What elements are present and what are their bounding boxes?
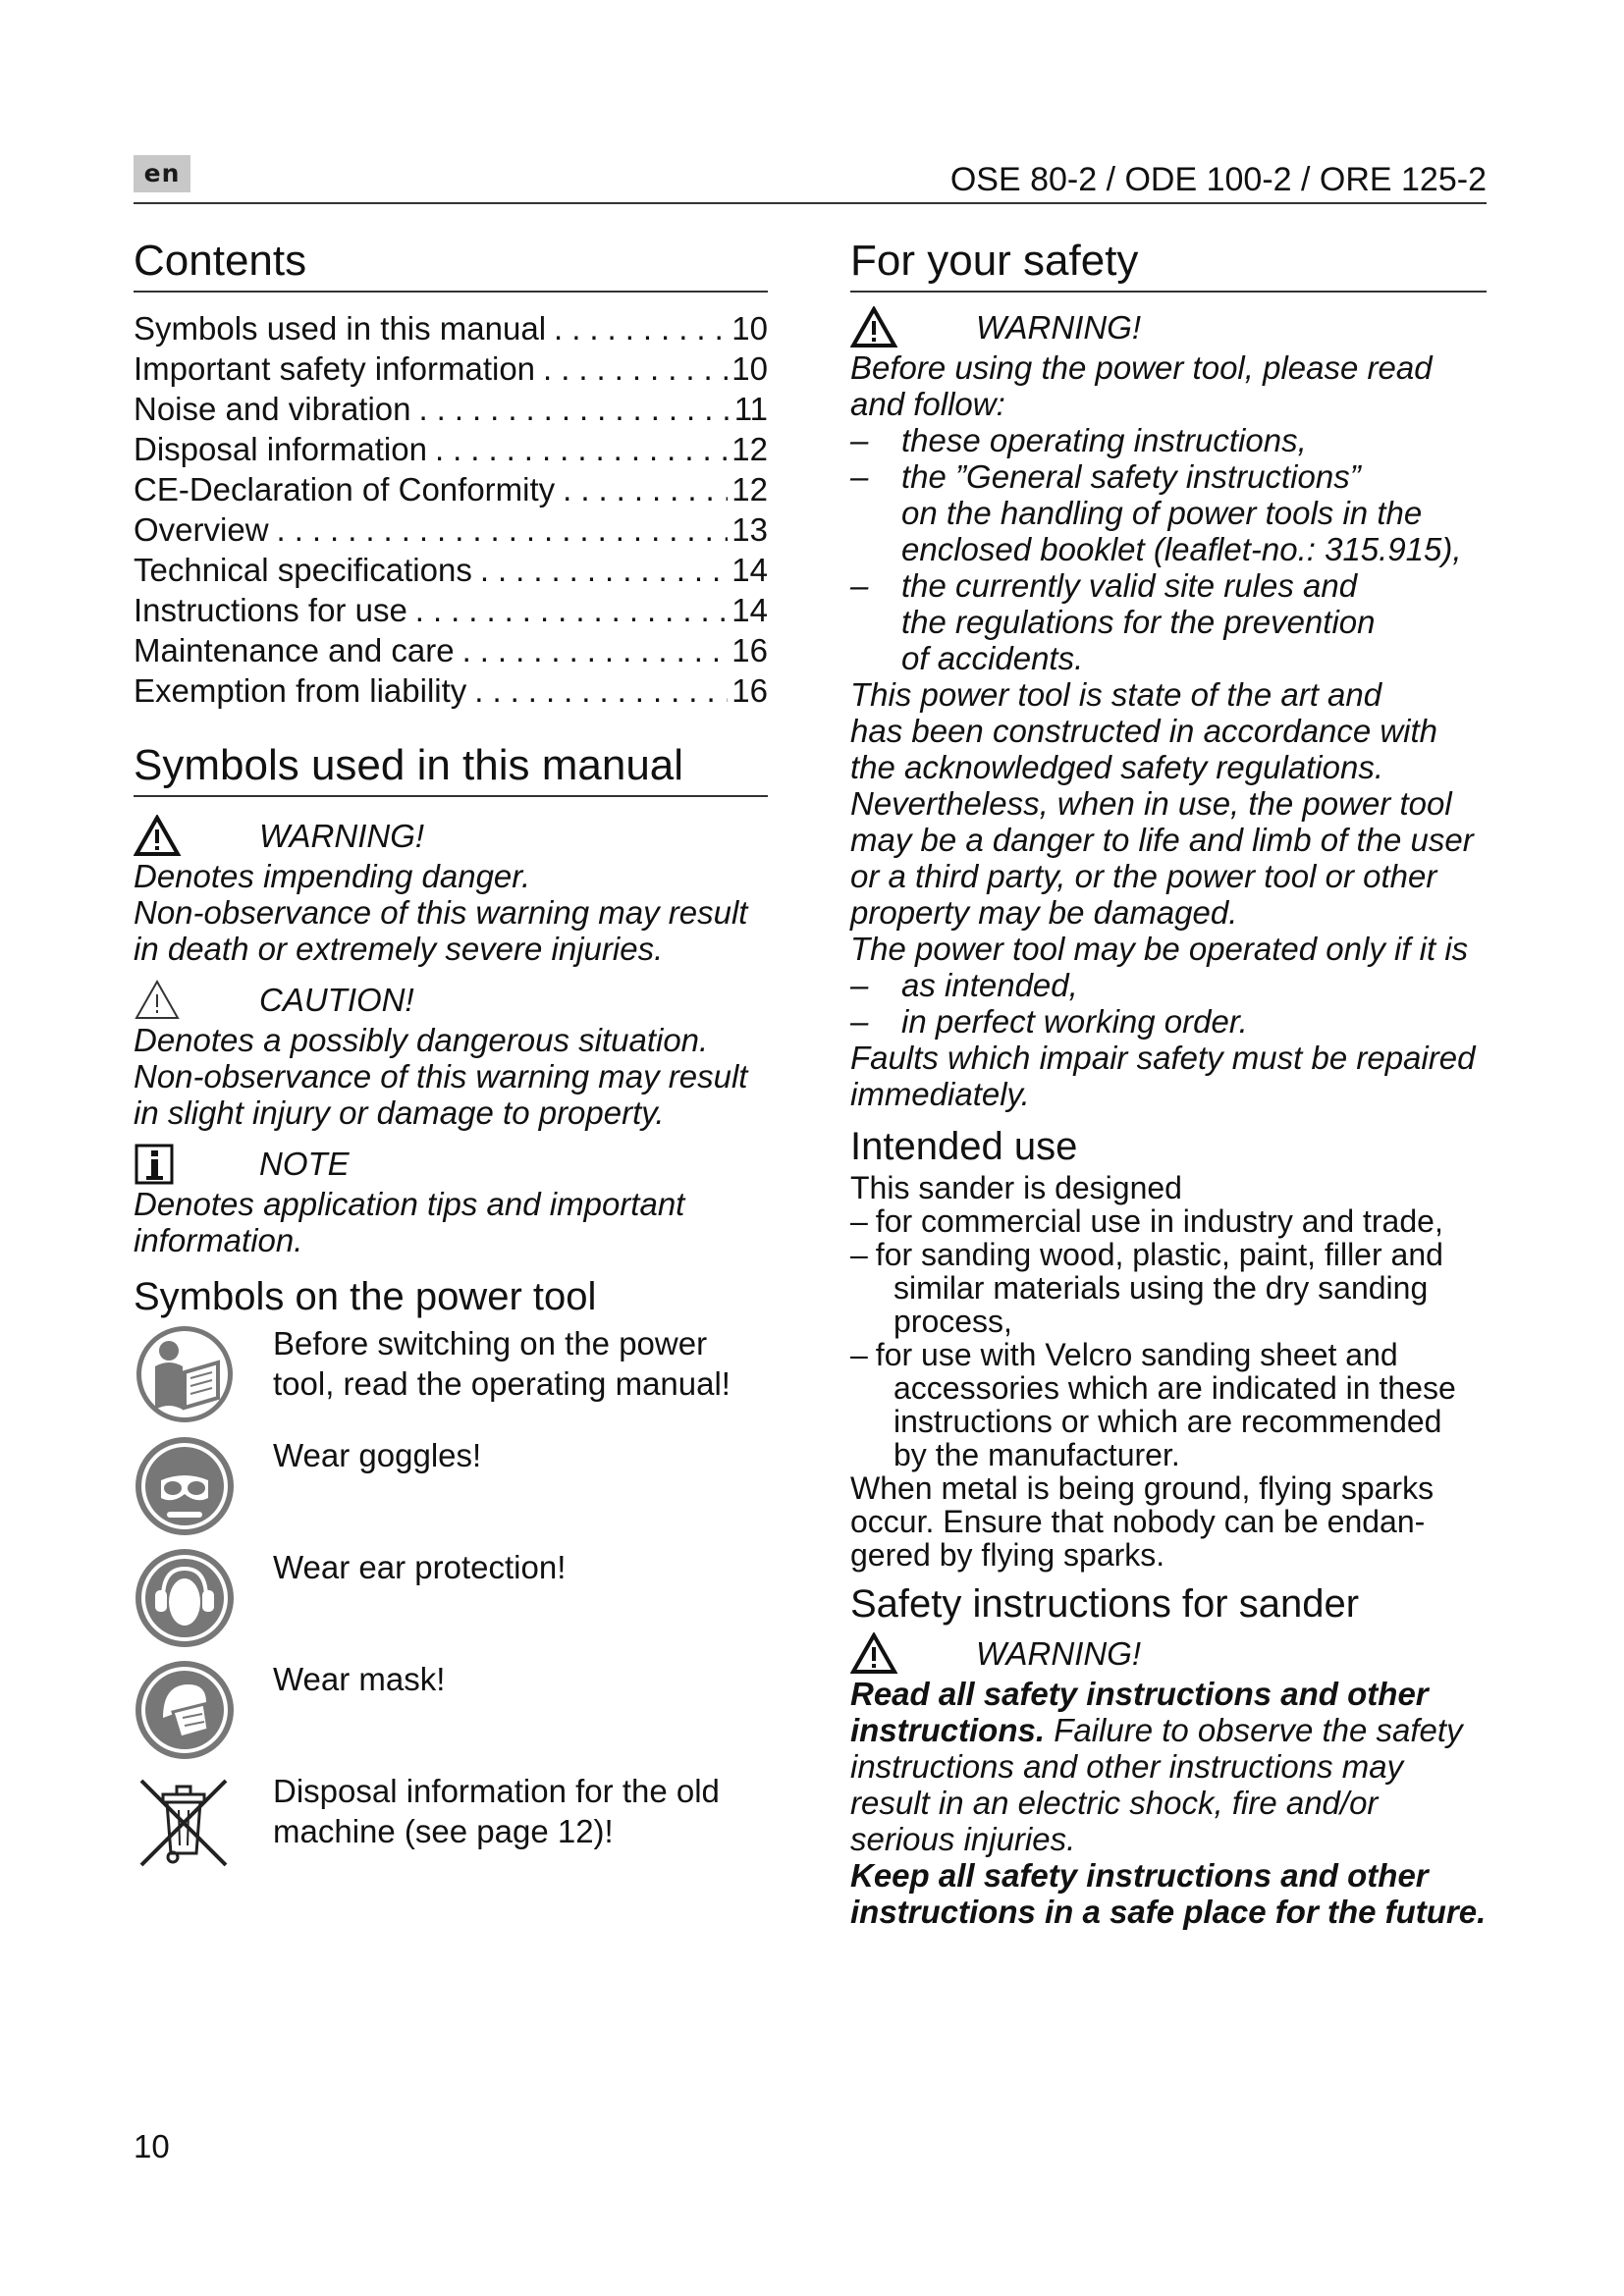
language-badge: en — [134, 155, 190, 192]
list-item-continued: enclosed booklet (leaflet-no.: 315.915), — [901, 531, 1462, 567]
tool-symbol-row — [134, 1323, 768, 1425]
note-label: NOTE — [259, 1146, 350, 1182]
warning-text-3: in death or extremely severe injuries. — [134, 931, 664, 967]
safety-paragraph: The power tool may be operated only if it is — [850, 931, 1469, 967]
list-item-continued: process, — [893, 1304, 1012, 1339]
warning-text-2: Non-observance of this warning may result — [134, 894, 748, 931]
info-icon — [134, 1143, 192, 1186]
metal-note: occur. Ensure that nobody can be endan- — [850, 1504, 1426, 1539]
list-item: – for commercial use in industry and trade, — [850, 1203, 1443, 1239]
list-item: – in perfect working order. — [850, 1003, 1248, 1040]
goggles-icon — [134, 1435, 236, 1537]
safety-title: For your safety — [850, 234, 1487, 293]
intended-intro: This sander is designed — [850, 1170, 1182, 1205]
list-item-continued: similar materials using the dry sanding — [893, 1270, 1429, 1306]
power-tool-symbols-title: Symbols on the power tool — [134, 1275, 597, 1318]
safety-warning-header — [850, 306, 1487, 349]
note-text-2: information. — [134, 1222, 303, 1258]
warning-triangle-icon — [850, 306, 909, 349]
toc-item[interactable]: Symbols used in this manual ..... 10 — [134, 308, 768, 348]
tool-symbol-text: Wear goggles! — [273, 1437, 482, 1473]
sander-safety-title: Safety instructions for sander — [850, 1582, 1360, 1626]
safety-paragraph: immediately. — [850, 1076, 1030, 1112]
warning-triangle-icon — [850, 1632, 909, 1676]
tool-symbol-row — [134, 1547, 768, 1649]
toc-item[interactable]: Noise and vibration ..... 11 — [134, 389, 768, 429]
tool-symbol-text: Before switching on the power — [273, 1325, 708, 1362]
sander-text: instructions. Failure to observe the safety — [850, 1712, 1463, 1748]
toc-item[interactable]: Important safety information ..... 10 — [134, 348, 768, 389]
toc-item[interactable]: Overview ..... 13 — [134, 509, 768, 550]
model-title: OSE 80-2 / ODE 100-2 / ORE 125-2 — [949, 161, 1487, 198]
mask-icon — [134, 1659, 236, 1761]
symbols-section-title: Symbols used in this manual — [134, 738, 768, 797]
caution-header — [134, 979, 768, 1022]
list-item-continued: the regulations for the prevention — [901, 604, 1376, 640]
toc-item[interactable]: Technical specifications ..... 14 — [134, 550, 768, 590]
sander-warning-header — [850, 1632, 1487, 1676]
metal-note: When metal is being ground, flying sparks — [850, 1470, 1435, 1506]
safety-intro-2: and follow: — [850, 386, 1005, 422]
list-item-continued: on the handling of power tools in the — [901, 495, 1423, 531]
tool-symbol-text: Disposal information for the old — [273, 1773, 720, 1809]
warning-header — [134, 815, 768, 858]
tool-symbol-row — [134, 1771, 768, 1873]
caution-triangle-icon — [134, 979, 192, 1022]
contents-title: Contents — [134, 234, 768, 293]
toc-item[interactable]: Disposal information ..... 12 — [134, 429, 768, 469]
list-item: – the ”General safety instructions” — [850, 458, 1361, 495]
table-of-contents — [134, 308, 768, 711]
caution-text-2: Non-observance of this warning may result — [134, 1058, 748, 1095]
list-item: – these operating instructions, — [850, 422, 1307, 458]
safety-paragraph: Faults which impair safety must be repaired — [850, 1040, 1476, 1076]
toc-item[interactable]: Instructions for use ..... 14 — [134, 590, 768, 630]
list-item-continued: instructions or which are recommended — [893, 1404, 1442, 1439]
safety-paragraph: Nevertheless, when in use, the power tool — [850, 785, 1452, 822]
disposal-bin-icon — [134, 1771, 236, 1873]
sander-text: result in an electric shock, fire and/or — [850, 1785, 1379, 1821]
list-item-continued: by the manufacturer. — [893, 1437, 1180, 1472]
toc-item[interactable]: CE-Declaration of Conformity ..... 12 — [134, 469, 768, 509]
warning-text-1: Denotes impending danger. — [134, 858, 531, 894]
toc-item[interactable]: Maintenance and care ..... 16 — [134, 630, 768, 670]
right-column — [850, 234, 1487, 1930]
safety-paragraph: may be a danger to life and limb of the user — [850, 822, 1474, 858]
list-item: – as intended, — [850, 967, 1078, 1003]
list-item: – the currently valid site rules and — [850, 567, 1358, 604]
list-item: – for use with Velcro sanding sheet and — [850, 1337, 1398, 1372]
header-divider — [134, 202, 1487, 204]
sander-text: instructions and other instructions may — [850, 1748, 1404, 1785]
ear-protection-icon — [134, 1547, 236, 1649]
warning-label: WARNING! — [259, 818, 425, 854]
list-item-continued: accessories which are indicated in these — [893, 1370, 1456, 1406]
caution-label: CAUTION! — [259, 982, 414, 1018]
note-header — [134, 1143, 768, 1186]
tool-symbol-text: Wear mask! — [273, 1661, 446, 1697]
sander-text: instructions in a safe place for the future. — [850, 1894, 1487, 1930]
read-manual-icon — [134, 1323, 236, 1425]
tool-symbol-text: machine (see page 12)! — [273, 1813, 614, 1849]
tool-symbol-row — [134, 1659, 768, 1761]
tool-symbol-text: Wear ear protection! — [273, 1549, 567, 1585]
list-item: – for sanding wood, plastic, paint, filler and — [850, 1237, 1443, 1272]
safety-paragraph: the acknowledged safety regulations. — [850, 749, 1384, 785]
warning-triangle-icon — [134, 815, 192, 858]
safety-paragraph: has been constructed in accordance with — [850, 713, 1438, 749]
safety-paragraph: property may be damaged. — [850, 894, 1238, 931]
metal-note: gered by flying sparks. — [850, 1537, 1165, 1573]
left-column — [134, 234, 768, 1873]
sander-text: Read all safety instructions and other — [850, 1676, 1429, 1712]
sander-text: Keep all safety instructions and other — [850, 1857, 1429, 1894]
safety-paragraph: This power tool is state of the art and — [850, 676, 1382, 713]
caution-text-1: Denotes a possibly dangerous situation. — [134, 1022, 709, 1058]
warning-label: WARNING! — [976, 1635, 1142, 1672]
note-text-1: Denotes application tips and important — [134, 1186, 685, 1222]
intended-use-title: Intended use — [850, 1125, 1078, 1168]
warning-label: WARNING! — [976, 309, 1142, 346]
toc-item[interactable]: Exemption from liability ..... 16 — [134, 670, 768, 711]
list-item-continued: of accidents. — [901, 640, 1084, 676]
sander-text: serious injuries. — [850, 1821, 1076, 1857]
page-number: 10 — [134, 2128, 170, 2164]
safety-paragraph: or a third party, or the power tool or other — [850, 858, 1437, 894]
tool-symbol-text: tool, read the operating manual! — [273, 1365, 731, 1402]
safety-intro-1: Before using the power tool, please read — [850, 349, 1433, 386]
tool-symbol-row — [134, 1435, 768, 1537]
caution-text-3: in slight injury or damage to property. — [134, 1095, 665, 1131]
